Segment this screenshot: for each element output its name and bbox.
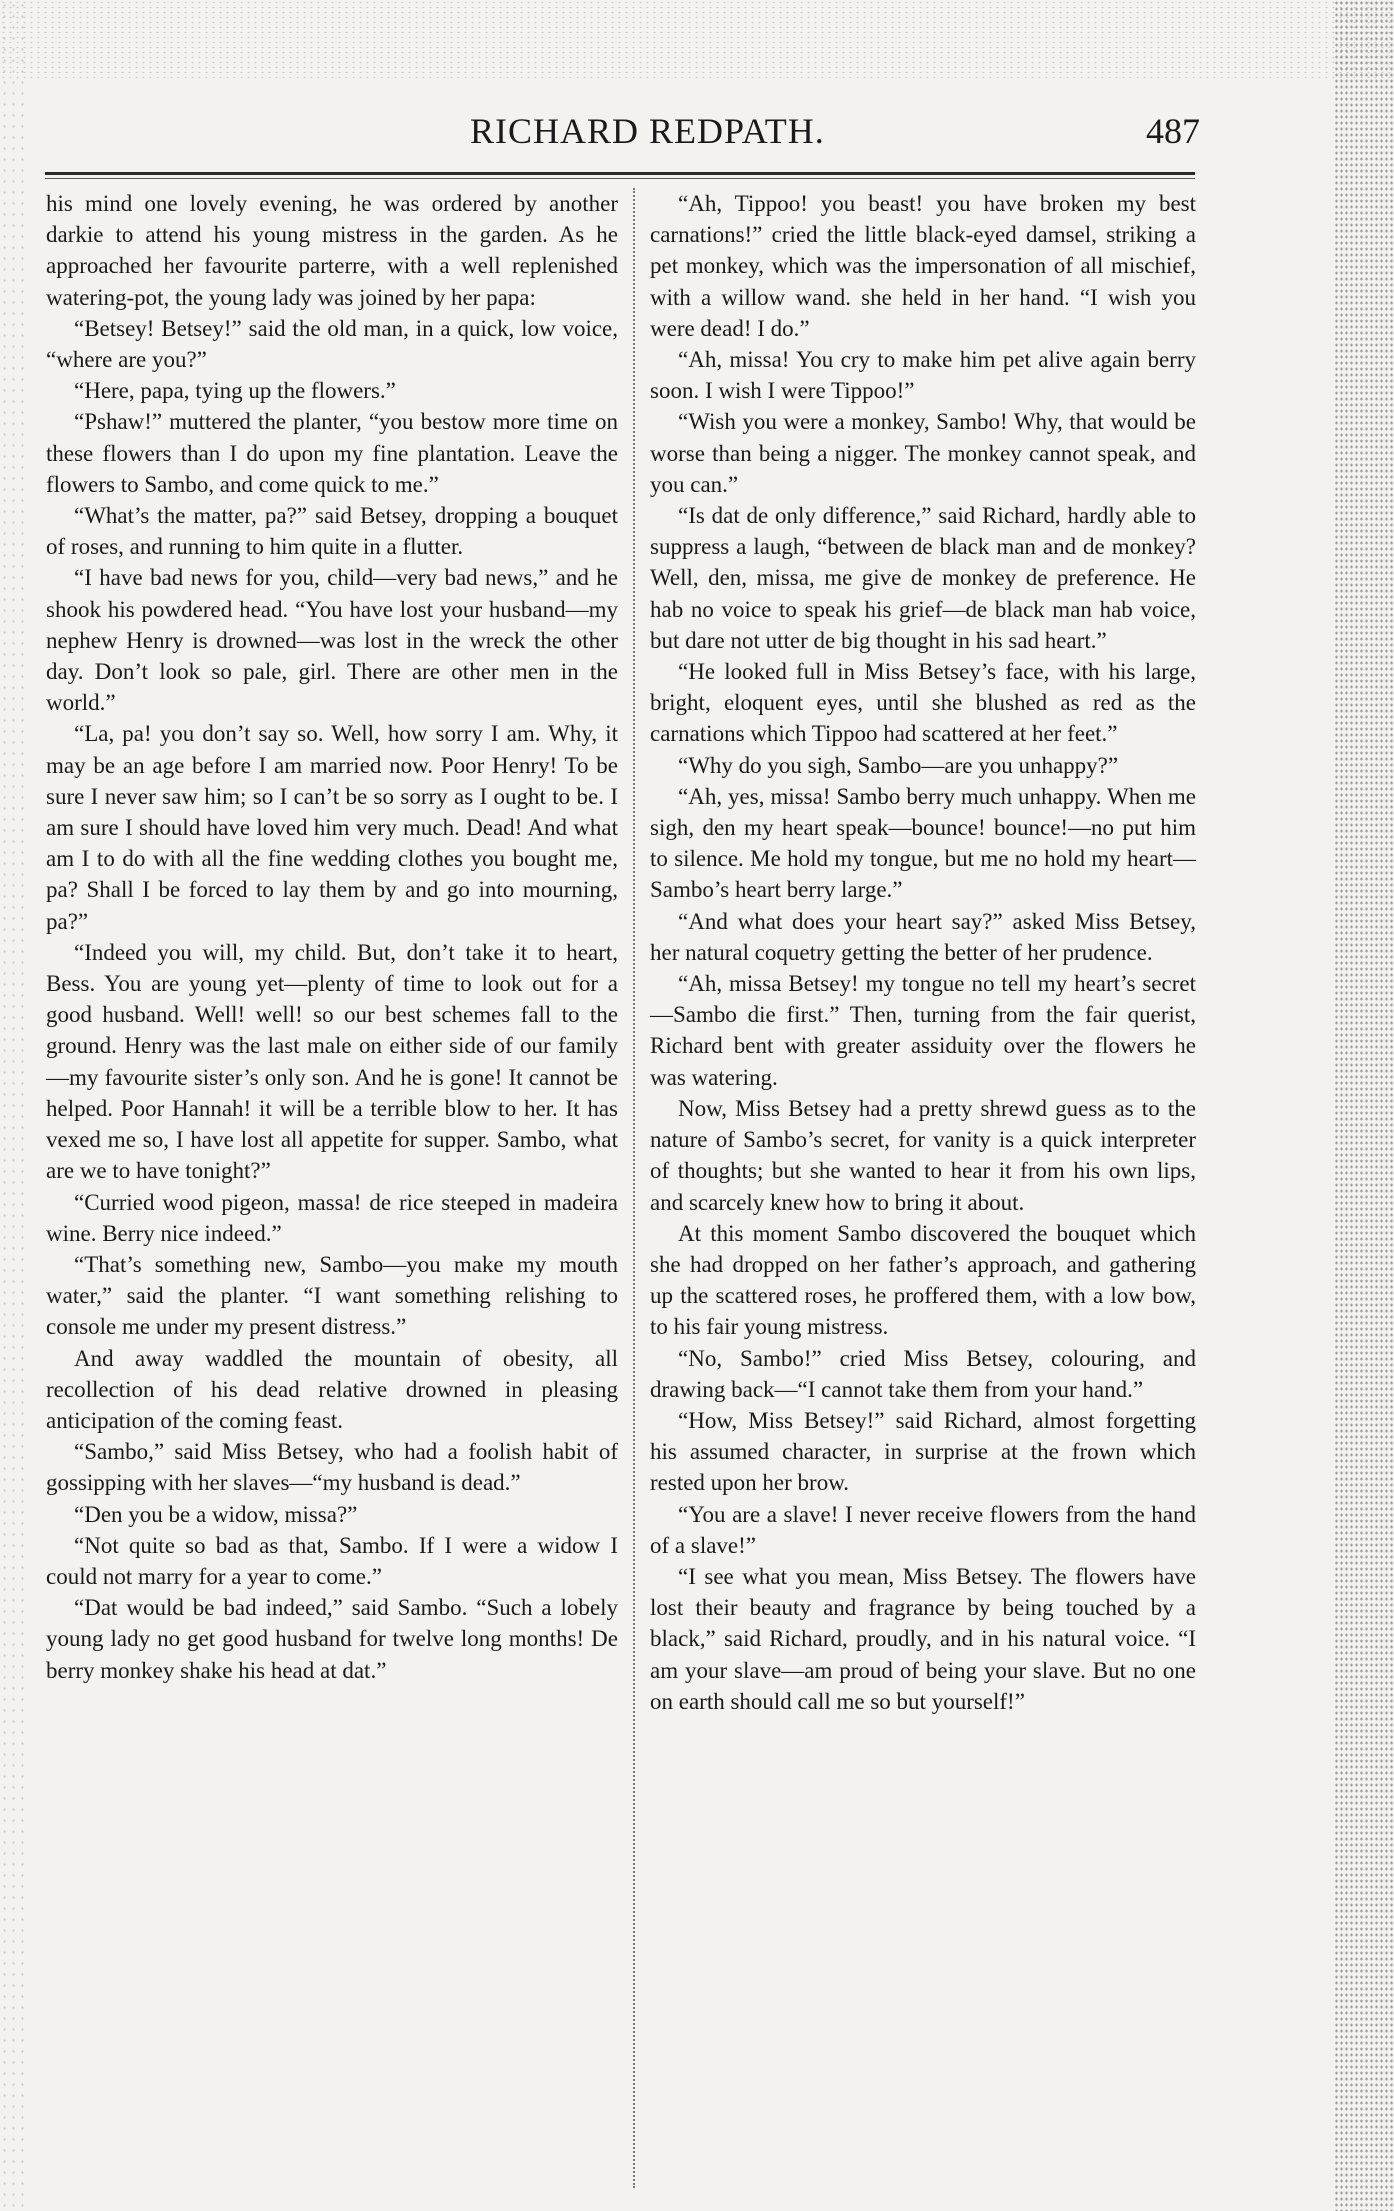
header-rule-thin <box>45 178 1195 179</box>
paragraph: “What’s the matter, pa?” said Betsey, dropping a bouquet of roses, and running to him quite in a flutter. <box>46 503 618 560</box>
paragraph: “He looked full in Miss Betsey’s face, with his large, bright, eloquent eyes, until she blushed as red as the carnations which Tippoo had scattered at her feet.” <box>650 659 1196 747</box>
scan-noise-left <box>0 0 30 2211</box>
paragraph: Now, Miss Betsey had a pretty shrewd guess as to the nature of Sambo’s secret, for vanity is a quick interpreter of thoughts; but she wanted to hear it from his own lips, and scarcely knew how to bring it about. <box>650 1095 1196 1215</box>
paragraph: “I have bad news for you, child—very bad news,” and he shook his powdered head. “You have lost your husband—my nephew Henry is drowned—was lost in the wreck the other day. Don’t look so pale, girl. There are other men in the world.” <box>46 565 618 716</box>
paragraph: his mind one lovely evening, he was ordered by another darkie to attend his young mistress in the garden. As he approached her favourite parterre, with a well replenished watering-pot, the young lady was joined by her papa: <box>46 191 618 310</box>
paragraph: “Betsey! Betsey!” said the old man, in a quick, low voice, “where are you?” <box>46 315 618 373</box>
paragraph: “Ah, Tippoo! you beast! you have broken my best carnations!” cried the little black-eyed damsel, striking a pet monkey, which was the impersonation of all mischief, with a willow wand. she held in her hand. “I wish you were dead! I do.” <box>650 191 1196 341</box>
page-header <box>40 110 1200 170</box>
paragraph: “Is dat de only difference,” said Richard, hardly able to suppress a laugh, “between de black man and de monkey? Well, den, missa, me give de monkey de preference. He hab no voice to speak his grief—de black man hab voice, but dare not utter de big thought in his sad heart.” <box>650 503 1196 653</box>
paragraph: “Ah, missa Betsey! my tongue no tell my heart’s secret—Sambo die first.” Then, turning from the fair querist, Richard bent with greater assiduity over the flowers he was watering. <box>650 971 1196 1090</box>
page-number: 487 <box>1146 111 1200 151</box>
paragraph: At this moment Sambo discovered the bouquet which she had dropped on her father’s approach, and gathering up the scattered roses, he proffered them, with a low bow, to his fair young mistress. <box>650 1220 1196 1340</box>
paragraph: “I see what you mean, Miss Betsey. The flowers have lost their beauty and fragrance by being touched by a black,” said Richard, proudly, and in his natural voice. “I am your slave—am proud of being your slave. But no one on earth should call me so but yourself!” <box>650 1563 1196 1714</box>
paragraph: “How, Miss Betsey!” said Richard, almost forgetting his assumed character, in surprise at the frown which rested upon her brow. <box>650 1407 1196 1496</box>
header-rule <box>45 172 1195 175</box>
paragraph: “Sambo,” said Miss Betsey, who had a foolish habit of gossipping with her slaves—“my husband is dead.” <box>46 1439 618 1496</box>
paragraph: “Curried wood pigeon, massa! de rice steeped in madeira wine. Berry nice indeed.” <box>46 1189 618 1246</box>
column-divider <box>633 188 635 2188</box>
paragraph: “No, Sambo!” cried Miss Betsey, colouring, and drawing back—“I cannot take them from your hand.” <box>650 1345 1196 1402</box>
paragraph: “Ah, yes, missa! Sambo berry much unhappy. When me sigh, den my heart speak—bounce! bounce!—no put him to silence. Me hold my tongue, but me no hold my heart—Sambo’s heart berry large.” <box>650 783 1196 903</box>
paragraph: “Pshaw!” muttered the planter, “you bestow more time on these flowers than I do upon my fine plantation. Leave the flowers to Sambo, and come quick to me.” <box>46 409 618 497</box>
paragraph: “Not quite so bad as that, Sambo. If I were a widow I could not marry for a year to come.” <box>46 1532 618 1589</box>
paragraph: “Wish you were a monkey, Sambo! Why, that would be worse than being a nigger. The monkey cannot speak, and you can.” <box>650 409 1196 497</box>
paragraph: “Indeed you will, my child. But, don’t take it to heart, Bess. You are young yet—plenty of time to look out for a good husband. Well! well! so our best schemes fall to the ground. Henry was the last male on either side of our family—my favourite sister’s only son. And he is gone! It cannot be helped. Poor Hannah! it will be a terrible blow to her. It has vexed me so, I have lost all appetite for supper. Sambo, what are we to have tonight?” <box>46 939 618 1184</box>
right-column <box>650 188 1196 1717</box>
scan-noise-top <box>0 0 1394 80</box>
paragraph: “Why do you sigh, Sambo—are you unhappy?” <box>678 752 1119 778</box>
left-column <box>46 188 618 1686</box>
paragraph: And away waddled the mountain of obesity, all recollection of his dead relative drowned in pleasing anticipation of the coming feast. <box>46 1345 618 1433</box>
running-head: RICHARD REDPATH. <box>470 111 825 151</box>
paragraph: “Den you be a widow, missa?” <box>74 1501 358 1527</box>
paragraph: “And what does your heart say?” asked Miss Betsey, her natural coquetry getting the better of her prudence. <box>650 908 1196 965</box>
paragraph: “You are a slave! I never receive flowers from the hand of a slave!” <box>650 1501 1196 1558</box>
paragraph: “Here, papa, tying up the flowers.” <box>74 378 396 404</box>
scan-noise-right <box>1334 0 1394 2211</box>
paragraph: “Ah, missa! You cry to make him pet alive again berry soon. I wish I were Tippoo!” <box>650 347 1196 404</box>
paragraph: “That’s something new, Sambo—you make my mouth water,” said the planter. “I want something relishing to console me under my present distress.” <box>46 1251 618 1340</box>
paragraph: “Dat would be bad indeed,” said Sambo. “Such a lobely young lady no get good husband for twelve long months! De berry monkey shake his head at dat.” <box>46 1595 618 1683</box>
paragraph: “La, pa! you don’t say so. Well, how sorry I am. Why, it may be an age before I am married now. Poor Henry! To be sure I never saw him; so I can’t be so sorry as I ought to be. I am sure I should have loved him very much. Dead! And what am I to do with all the fine wedding clothes you bought me, pa? Shall I be forced to lay them by and go into mourning, pa?” <box>46 721 618 934</box>
